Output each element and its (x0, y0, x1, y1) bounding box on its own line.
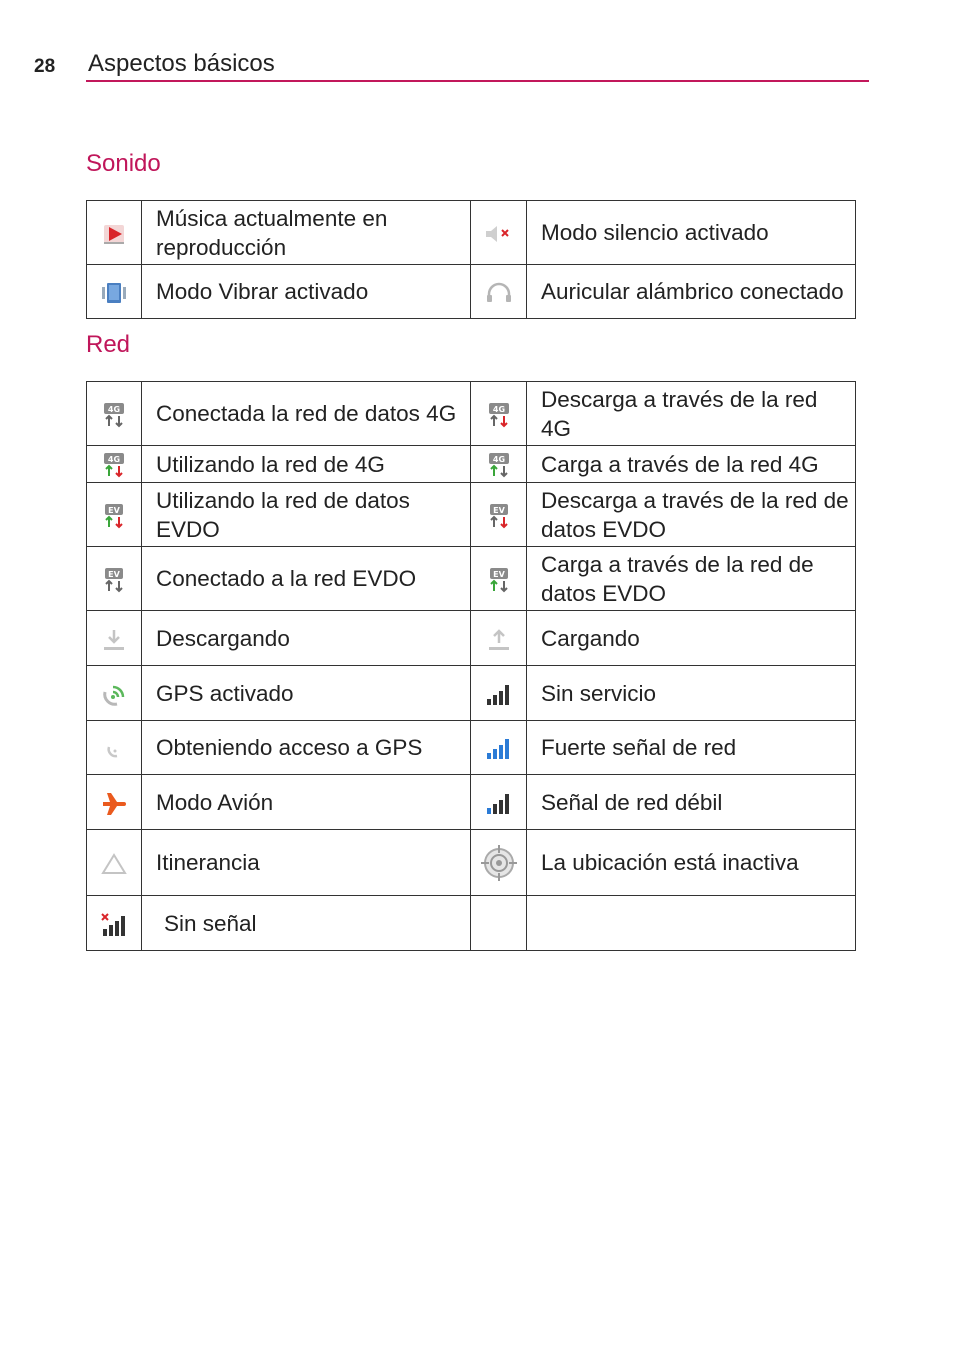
table-row (87, 547, 856, 611)
list-item-label: Descarga a través de la red 4G (527, 382, 856, 446)
red-icon-table (86, 381, 856, 951)
table-row (87, 666, 856, 721)
list-item-label: Música actualmente en reproducción (142, 201, 471, 265)
sonido-icon-table (86, 200, 856, 319)
page-title: Aspectos básicos (88, 50, 275, 77)
list-item-label: Cargando (527, 611, 856, 666)
list-item-label: Sin servicio (527, 666, 856, 721)
speaker-muted-icon (484, 223, 514, 245)
list-item-label: Descarga a través de la red de datos EVDO (527, 483, 856, 547)
list-item-label: Auricular alámbrico conectado (527, 265, 856, 319)
svg-text:EV: EV (492, 505, 505, 515)
table-row (87, 382, 856, 446)
svg-text:4G: 4G (107, 404, 121, 414)
gps-active-icon (101, 682, 127, 708)
table-row (87, 446, 856, 483)
empty-icon-cell (471, 896, 527, 951)
play-icon (101, 221, 127, 247)
table-row (87, 775, 856, 830)
airplane-icon (100, 791, 128, 817)
svg-text:EV: EV (492, 569, 505, 579)
list-item-label: Modo silencio activado (527, 201, 856, 265)
svg-text:4G: 4G (492, 455, 505, 465)
header-rule (86, 80, 869, 82)
list-item-label: GPS activado (142, 666, 471, 721)
table-row (87, 830, 856, 896)
list-item-label: Modo Vibrar activado (142, 265, 471, 319)
list-item-label: Sin señal (142, 896, 471, 951)
table-row (87, 896, 856, 951)
section-heading-sonido: Sonido (86, 150, 161, 177)
upload-icon (486, 627, 512, 653)
evdo-in-use-icon (101, 502, 127, 530)
list-item-label: Itinerancia (142, 830, 471, 896)
empty-label-cell (527, 896, 856, 951)
4g-download-icon (486, 401, 512, 429)
list-item-label: Carga a través de la red de datos EVDO (527, 547, 856, 611)
list-item-label: Utilizando la red de 4G (142, 446, 471, 483)
roaming-icon (100, 852, 128, 876)
svg-text:4G: 4G (107, 455, 121, 465)
svg-text:EV: EV (108, 569, 120, 579)
list-item-label: Modo Avión (142, 775, 471, 830)
4g-upload-icon (486, 451, 512, 479)
table-row (87, 265, 856, 319)
download-icon (101, 627, 127, 653)
list-item-label: La ubicación está inactiva (527, 830, 856, 896)
list-item-label: Fuerte señal de red (527, 721, 856, 775)
svg-text:4G: 4G (492, 404, 505, 414)
4g-connected-icon (101, 401, 127, 429)
weak-signal-icon (485, 792, 513, 816)
list-item-label: Conectada la red de datos 4G (142, 382, 471, 446)
section-heading-red: Red (86, 331, 131, 358)
evdo-connected-icon (101, 566, 127, 594)
evdo-upload-icon (486, 566, 512, 594)
table-row (87, 483, 856, 547)
list-item-label: Conectado a la red EVDO (142, 547, 471, 611)
location-off-icon (479, 843, 519, 883)
table-row (87, 201, 856, 265)
4g-in-use-icon (101, 451, 127, 479)
list-item-label: Obteniendo acceso a GPS (142, 721, 471, 775)
list-item-label: Descargando (142, 611, 471, 666)
evdo-download-icon (486, 502, 512, 530)
no-signal-icon (100, 912, 128, 938)
no-service-signal-icon (485, 683, 513, 707)
strong-signal-icon (485, 737, 513, 761)
list-item-label: Utilizando la red de datos EVDO (142, 483, 471, 547)
table-row (87, 611, 856, 666)
list-item-label: Carga a través de la red 4G (527, 446, 856, 483)
vibrate-icon (100, 281, 128, 305)
svg-text:EV: EV (108, 505, 120, 515)
headset-icon (485, 282, 513, 304)
list-item-label: Señal de red débil (527, 775, 856, 830)
table-row (87, 721, 856, 775)
page-number: 28 (34, 56, 56, 77)
gps-acquiring-icon (101, 736, 127, 762)
